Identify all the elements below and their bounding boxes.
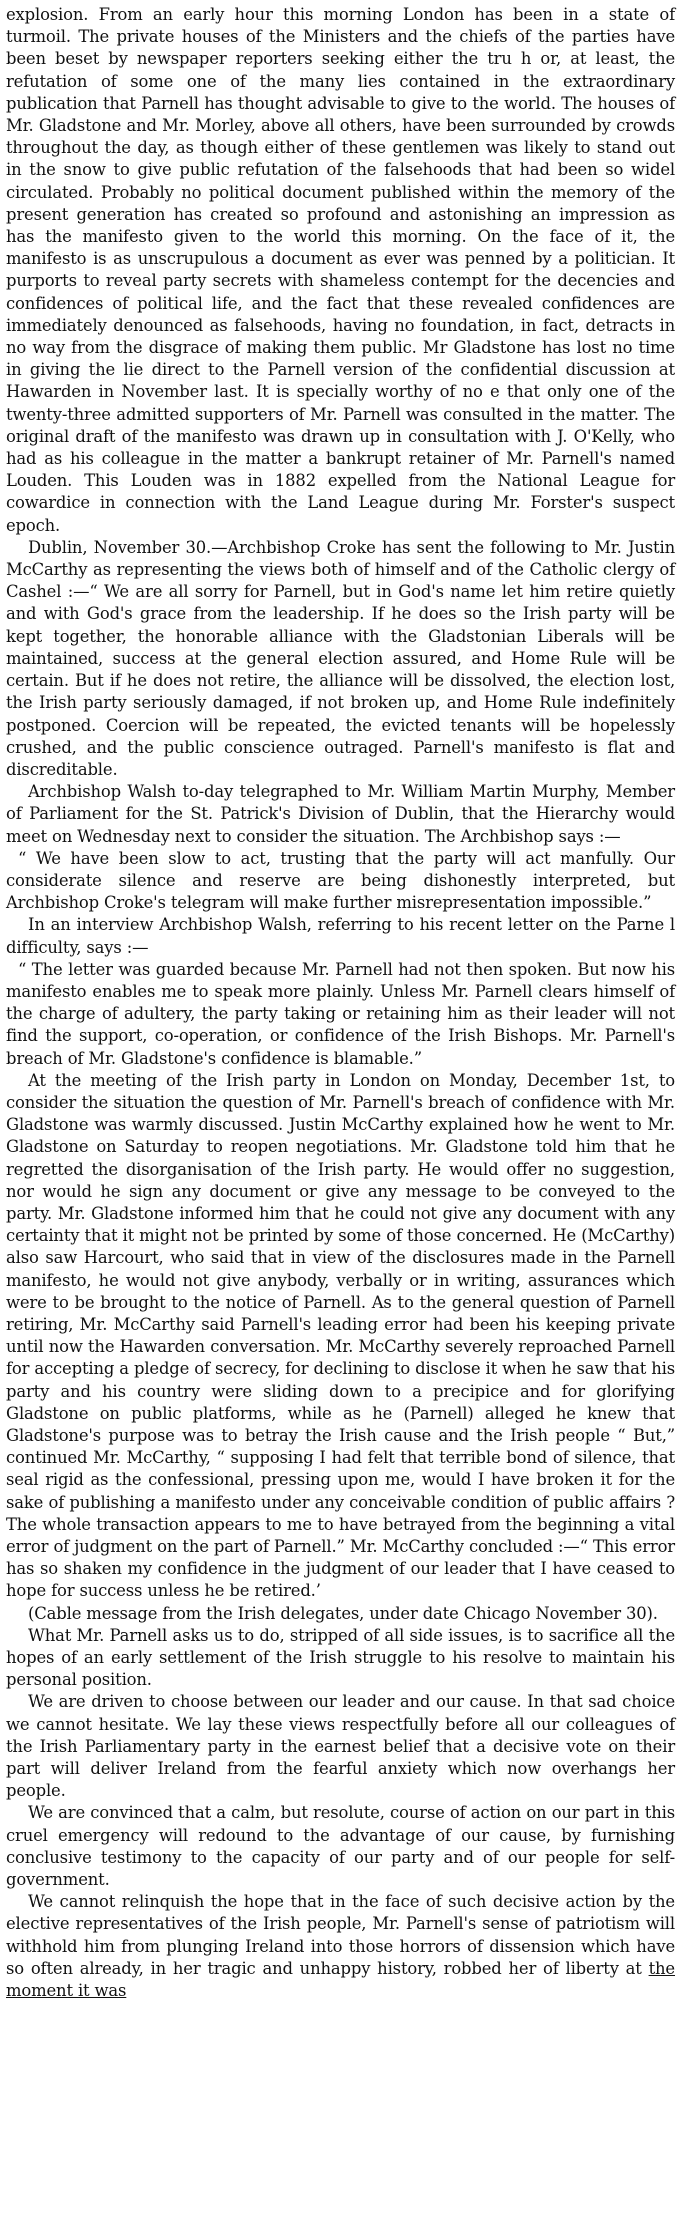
article-paragraph-1: explosion. From an early hour this morning London has been in a state of turmoil. The private houses of the Ministers and the chiefs of the parties have been beset by newspaper reporters seeking either the tru h or, at least, the refutation of some one of the many lies contained in the extraordinary publication that Parnell has thought advisable to give to the world. The houses of Mr. Gladstone and Mr. Morley, above all others, have been surrounded by crowds throughout the day, as though either of these gentlemen was likely to stand out in the snow to give public refutation of the falsehoods that had been so widel circulated. Probably no political document published within the memory of the present generation has created so profound and astonishing an impression as has the manifesto given to the world this morning. On the face of it, the manifesto is as unscrupulous a document as ever was penned by a politician. It purports to reveal party secrets with shameless contempt for the decencies and confidences of political life, and the fact that these revealed confidences are immediately denounced as falsehoods, having no foundation, in fact, detracts in no way from the disgrace of making them public. Mr Gladstone has lost no time in giving the lie direct to the Parnell version of the confidential discussion at Hawarden in November last. It is specially worthy of no e that only one of the twenty-three admitted supporters of Mr. Parnell was consulted in the matter. The original draft of the manifesto was drawn up in consultation with J. O'Kelly, who had as his colleague in the matter a bankrupt retainer of Mr. Parnell's named Louden. This Louden was in 1882 expelled from the National League for cowardice in connection with the Land League during Mr. Forster's suspect epoch. [6,5,675,535]
article-paragraph-6: “ The letter was guarded because Mr. Parnell had not then spoken. But now his manifesto enables me to speak more plainly. Unless Mr. Parnell clears himself of the charge of adultery, the party taking or retaining him as their leader will not find the support, co-operation, or confidence of the Irish Bishops. Mr. Parnell's breach of Mr. Gladstone's confidence is blamable.” [6,959,675,1068]
article-paragraph-2: Dublin, November 30.—Archbishop Croke has sent the following to Mr. Justin McCarthy as representing the views both of himself and of the Catholic clergy of Cashel :—“ We are all sorry for Parnell, but in God's name let him retire quietly and with God's grace from the leadership. If he does so the Irish party will be kept together, the honorable alliance with the Gladstonian Liberals will be maintained, success at the general election assured, and Home Rule will be certain. But if he does not retire, the alliance will be dissolved, the election lost, the Irish party seriously damaged, if not broken up, and Home Rule indefinitely postponed. Coercion will be repeated, the evicted tenants will be hopelessly crushed, and the public conscience outraged. Parnell's manifesto is flat and discreditable. [6,537,675,779]
article-paragraph-8: (Cable message from the Irish delegates, under date Chicago November 30). [28,1603,658,1623]
article-paragraph-5: In an interview Archbishop Walsh, referring to his recent letter on the Parne l difficulty, says :— [6,915,675,957]
article-paragraph-9: What Mr. Parnell asks us to do, stripped of all side issues, is to sacrifice all the hopes of an early settlement of the Irish struggle to his resolve to maintain his personal position. [6,1625,675,1690]
article-paragraph-3: Archbishop Walsh to-day telegraphed to Mr. William Martin Murphy, Member of Parliament for the St. Patrick's Division of Dublin, that the Hierarchy would meet on Wednesday next to consider the situation. The Archbishop says :— [6,782,675,846]
article-paragraph-11: We are convinced that a calm, but resolute, course of action on our part in this cruel emergency will redound to the advantage of our cause, by furnishing conclusive testimony to the capacity of our party and of our people for self-government. [6,1803,675,1890]
article-paragraph-12 [6,1891,675,2002]
article-paragraph-12-lead: We cannot relinquish the hope that in the face of such decisive action by the elective representatives of the Irish people, Mr. Parnell's sense of patriotism will withhold him from plunging Ireland into those horrors of dissension which have so often already, in her tragic and unhappy history, robbed her of liberty at [6,1892,675,1978]
article-paragraph-7: At the meeting of the Irish party in London on Monday, December 1st, to consider the situation the question of Mr. Parnell's breach of confidence with Mr. Gladstone was warmly discussed. Justin McCarthy explained how he went to Mr. Gladstone on Saturday to reopen negotiations. Mr. Gladstone told him that he regretted the disorganisation of the Irish party. He would offer no suggestion, nor would he sign any document or give any message to be conveyed to the party. Mr. Gladstone informed him that he could not give any document with any certainty that it might not be printed by some of those concerned. He (McCarthy) also saw Harcourt, who said that in view of the disclosures made in the Parnell manifesto, he would not give anybody, verbally or in writing, assurances which were to be brought to the notice of Parnell. As to the general question of Parnell retiring, Mr. McCarthy said Parnell's leading error had been his keeping private until now the Hawarden conversation. Mr. McCarthy severely reproached Parnell for accepting a pledge of secrecy, for declining to disclose it when he saw that his party and his country were sliding down to a precipice and for glorifying Gladstone on public platforms, while as he (Parnell) alleged he knew that Gladstone's purpose was to betray the Irish cause and the Irish people “ But,” continued Mr. McCarthy, “ supposing I had felt that terrible bond of silence, that seal rigid as the confessional, pressing upon me, would I have broken it for the sake of publishing a manifesto under any conceivable condition of public affairs ? The whole transaction appears to me to have betrayed from the beginning a vital error of judgment on the part of Parnell.” Mr. McCarthy concluded :—“ This error has so shaken my confidence in the judgment of our leader that I have ceased to hope for success unless he be retired.’ [6,1070,675,1601]
article-paragraph-4: “ We have been slow to act, trusting that the party will act manfully. Our considerate silence and reserve are being dishonestly interpreted, but Archbishop Croke's telegram will make further misrepresentation impossible.” [6,848,675,913]
article-paragraph-12-underlined: the moment it was [6,1958,675,2001]
article-paragraph-10: We are driven to choose between our leader and our cause. In that sad choice we cannot hesitate. We lay these views respectfully before all our colleagues of the Irish Parliamentary party in the earnest belief that a decisive vote on their part will deliver Ireland from the fearful anxiety which now overhangs her people. [6,1692,675,1801]
